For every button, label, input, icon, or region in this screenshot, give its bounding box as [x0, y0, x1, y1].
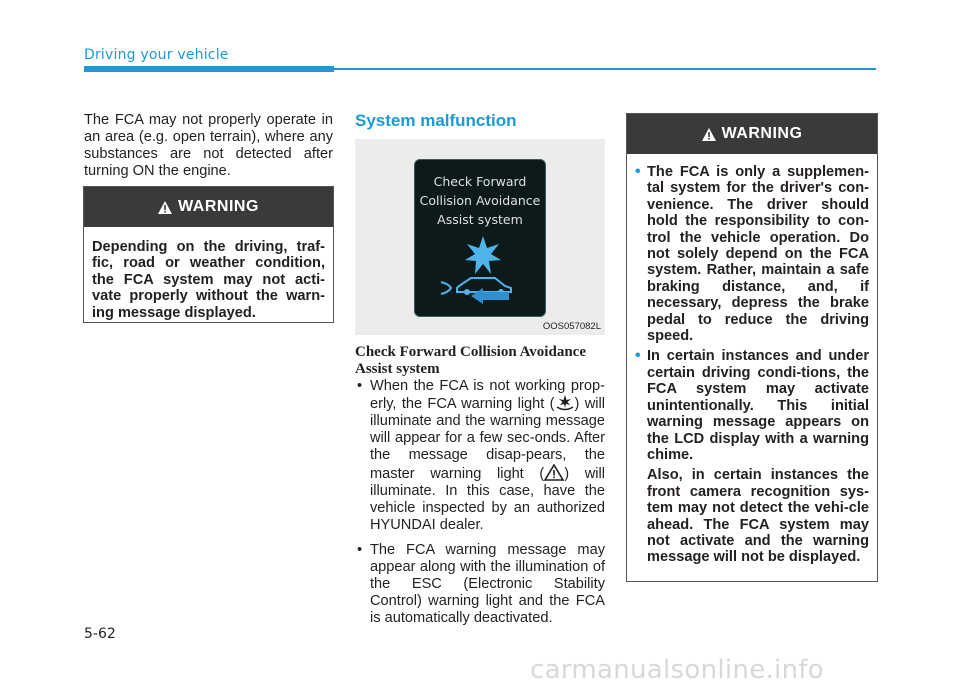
fca-warning-light-icon	[555, 395, 575, 411]
malfunction-bullets	[355, 378, 605, 635]
collision-star-icon	[465, 236, 501, 274]
warning-header	[627, 114, 877, 154]
header-rule-thick	[84, 66, 334, 72]
figure-lcd	[355, 139, 605, 335]
warning-title: WARNING	[721, 125, 803, 142]
page-number: 5-62	[84, 626, 116, 642]
header-section-title: Driving your vehicle	[84, 47, 229, 63]
warning-triangle-icon	[702, 128, 716, 141]
fca-graphic-icon	[429, 234, 533, 306]
warning-body: Depending on the driving, traf-fic, road or weather condition, the FCA system may not acti-vate properly without the warn-ing message displayed.	[92, 239, 325, 321]
bullet-text-1b: ) will illuminate and the warning message will appear for a few sec-onds. After the message disap-pears, the master warning light (	[370, 396, 606, 482]
warning-body	[627, 154, 877, 566]
warning-item-continuation: Also, in certain instances the front camera recognition sys-tem may not detect the vehi-cle ahead. The FCA system may not activate and the warning message will not be displayed.	[647, 467, 869, 566]
lcd-message	[415, 172, 545, 229]
watermark: carmanualsonline.info	[530, 655, 825, 685]
warning-title: WARNING	[178, 198, 259, 215]
section-title-malfunction: System malfunction	[355, 111, 517, 130]
bullet-text-1a: When the FCA is not working prop-erly, the FCA warning light (	[370, 378, 605, 412]
sensor-wave-icon	[441, 282, 451, 294]
intro-paragraph: The FCA may not properly operate in an area (e.g. open terrain), where any substances are not detected after turning ON the engine.	[84, 112, 333, 179]
lcd-line-1: Check Forward	[433, 174, 527, 189]
warning-header	[84, 187, 333, 227]
subheading-check-fca: Check Forward Collision Avoidance Assist system	[355, 344, 586, 377]
warning-item	[635, 348, 869, 565]
master-warning-icon	[544, 464, 564, 481]
warning-item: • The FCA is only a supplemen-tal system for the driver's con-venience. The driver should hold the responsibility to con-trol the vehicle operation. Do not solely depend on the FCA system. Rather, maintain a safe braking distance, and, if necessary, depress the brake pedal to reduce the driving speed.	[635, 164, 869, 344]
lcd-display	[414, 159, 546, 317]
figure-caption: OOS057082L	[542, 321, 601, 332]
warning-box-right	[626, 113, 878, 582]
warning-box-left	[83, 186, 334, 323]
warning-item-text: • In certain instances and under certain driving condi-tions, the FCA system may activate unintentionally. This initial warning message appears on the LCD display with a warning chime.	[647, 348, 869, 463]
header-rule-thin	[334, 68, 876, 70]
bullet-item: • The FCA warning message may appear along with the illumination of the ESC (Electronic Stability Control) warning light and the FCA is automatically deactivated.	[355, 542, 605, 627]
lcd-line-3: Assist system	[437, 212, 523, 227]
bullet-text-1c: ) will illuminate. In this case, have the vehicle inspected by an authorized HYUNDAI dealer.	[370, 466, 605, 533]
warning-triangle-icon	[158, 201, 172, 214]
lcd-line-2: Collision Avoidance	[419, 193, 541, 208]
bullet-item	[355, 378, 605, 534]
